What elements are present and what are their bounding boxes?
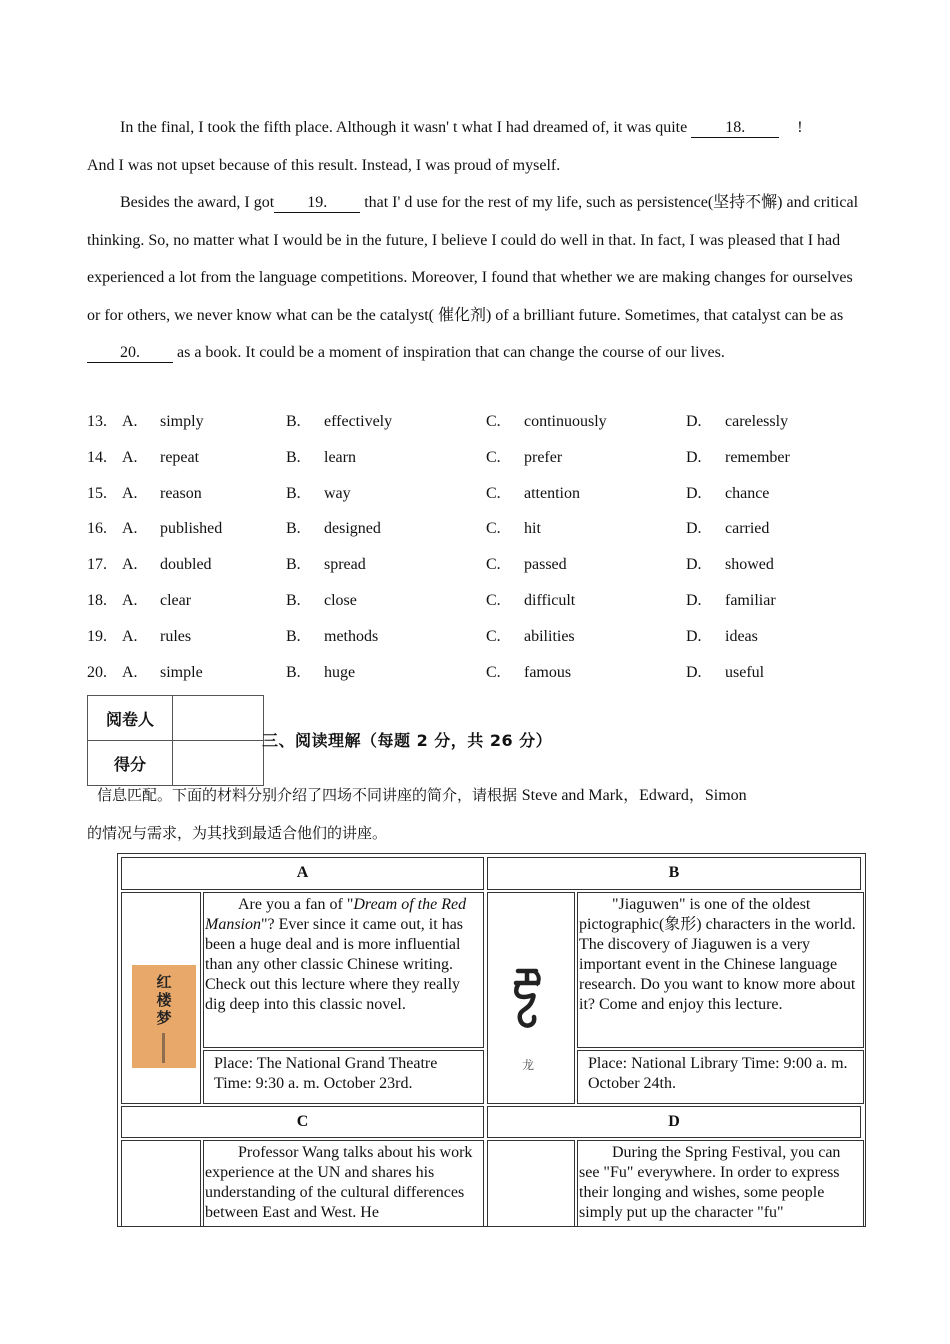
option-letter: B. <box>286 627 301 645</box>
question-number: 18. <box>87 591 107 609</box>
lecture-c-image-cell <box>121 1140 201 1227</box>
option-letter: B. <box>286 484 301 502</box>
option-row <box>87 440 867 476</box>
section-title: 三、阅读理解（每题 2 分，共 26 分） <box>262 731 553 750</box>
question-number: 20. <box>87 663 107 681</box>
option-letter: A. <box>122 556 138 574</box>
option-letter: A. <box>122 627 138 645</box>
option-letter: D. <box>686 448 702 466</box>
option-letter: B. <box>286 663 301 681</box>
option-letter: D. <box>686 484 702 502</box>
paragraph-1-end: And I was not upset because of this result. Instead, I was proud of myself. <box>87 156 561 174</box>
options-list <box>87 404 867 690</box>
paragraph-1 <box>87 109 867 147</box>
blank-19[interactable]: 19. <box>274 194 360 213</box>
lecture-d-description: During the Spring Festival, you can see "Fu" everywhere. In order to express their longing and wishes, some people simply put up the character "fu" <box>577 1140 864 1227</box>
option-letter: C. <box>486 627 501 645</box>
reviewer-field[interactable] <box>173 696 264 741</box>
option-d[interactable]: showed <box>725 556 774 574</box>
lecture-a-place: Place: The National Grand Theatre Time: 9:30 a. m. October 23rd. <box>203 1050 484 1104</box>
option-letter: A. <box>122 591 138 609</box>
option-letter: A. <box>122 448 138 466</box>
option-row <box>87 511 867 547</box>
option-a[interactable]: reason <box>160 484 202 502</box>
option-letter: B. <box>286 591 301 609</box>
jiaguwen-dragon-icon <box>510 961 550 1051</box>
option-letter: B. <box>286 413 301 430</box>
option-letter: B. <box>286 448 301 466</box>
option-letter: C. <box>486 520 501 538</box>
lecture-a-header: A <box>121 857 484 890</box>
question-number: 19. <box>87 627 107 645</box>
option-a[interactable]: rules <box>160 627 192 645</box>
reviewer-label: 阅卷人 <box>88 696 173 741</box>
option-letter: D. <box>686 627 702 645</box>
lecture-d-header: D <box>487 1106 861 1138</box>
option-a[interactable]: simple <box>160 663 203 681</box>
option-letter: C. <box>486 663 501 681</box>
option-d[interactable]: chance <box>725 484 770 502</box>
option-row <box>87 655 867 691</box>
question-number: 16. <box>87 520 107 538</box>
option-row <box>87 547 867 583</box>
option-c[interactable]: passed <box>524 556 567 574</box>
option-row <box>87 619 867 655</box>
passage-text: In the final, I took the fifth place. Although it wasn' t what I had dreamed of, it was quite <box>120 119 692 136</box>
lecture-a-text: "? Ever since it came out, it has been a huge deal and is more influential than any other classic Chinese writing. Check out this lecture where they really dig deep into this classic novel. <box>205 916 464 1013</box>
novel-title: Dream of the Red Mansion <box>205 896 467 933</box>
option-b[interactable]: spread <box>324 556 366 574</box>
option-letter: C. <box>486 591 501 609</box>
lecture-b-place: Place: National Library Time: 9:00 a. m. October 24th. <box>577 1050 864 1104</box>
option-a[interactable]: published <box>160 520 223 538</box>
option-letter: A. <box>122 484 138 502</box>
option-b[interactable]: close <box>324 591 357 609</box>
lecture-b-image-cell <box>487 892 575 1104</box>
option-c[interactable]: abilities <box>524 627 575 645</box>
option-d[interactable]: carelessly <box>725 413 789 430</box>
question-number: 15. <box>87 484 107 502</box>
option-d[interactable]: useful <box>725 663 765 681</box>
option-b[interactable]: way <box>324 484 351 502</box>
blank-18[interactable]: 18. <box>691 119 779 138</box>
option-b[interactable]: methods <box>324 627 379 645</box>
intro-text: 信息匹配。下面的材料分别介绍了四场不同讲座的简介，请根据 <box>97 786 522 804</box>
option-d[interactable]: carried <box>725 520 770 538</box>
option-letter: D. <box>686 591 702 609</box>
lecture-a-image-cell <box>121 892 201 1104</box>
option-b[interactable]: effectively <box>324 413 393 430</box>
score-label: 得分 <box>88 741 173 786</box>
question-number: 17. <box>87 556 107 574</box>
option-letter: D. <box>686 413 702 430</box>
section-intro <box>87 777 867 852</box>
option-d[interactable]: ideas <box>725 627 758 645</box>
lecture-d-image-cell <box>487 1140 575 1227</box>
book-title: 红楼梦 <box>156 973 172 1027</box>
lecture-a-description <box>203 892 484 1048</box>
option-a[interactable]: repeat <box>160 448 200 466</box>
option-letter: B. <box>286 556 301 574</box>
option-d[interactable]: remember <box>725 448 790 466</box>
intro-names: Steve and Mark，Edward，Simon <box>521 787 747 804</box>
passage-text: ! <box>793 119 803 136</box>
option-b[interactable]: huge <box>324 663 356 681</box>
lecture-a-text: Are you a fan of " <box>238 896 354 913</box>
option-letter: C. <box>486 556 501 574</box>
lecture-b-header: B <box>487 857 861 890</box>
lecture-c-header: C <box>121 1106 484 1138</box>
option-c[interactable]: continuously <box>524 413 607 430</box>
option-row <box>87 476 867 512</box>
option-c[interactable]: famous <box>524 663 572 681</box>
score-box <box>87 695 264 786</box>
option-row <box>87 583 867 619</box>
option-c[interactable]: hit <box>524 520 541 538</box>
option-letter: B. <box>286 520 301 538</box>
option-a[interactable]: clear <box>160 591 192 609</box>
option-letter: C. <box>486 484 501 502</box>
passage-text: as a book. It could be a moment of inspiration that can change the course of our lives. <box>173 344 725 361</box>
intro-text-2: 的情况与需求，为其找到最适合他们的讲座。 <box>87 823 388 842</box>
option-letter: D. <box>686 663 702 681</box>
option-letter: C. <box>486 448 501 466</box>
book-cover-image <box>132 965 196 1068</box>
lecture-c-description: Professor Wang talks about his work experience at the UN and shares his understanding of the cultural differences between East and West. He <box>203 1140 484 1227</box>
option-row <box>87 404 867 440</box>
option-letter: A. <box>122 413 138 430</box>
paragraph-2 <box>87 184 867 372</box>
question-number: 13. <box>87 413 107 430</box>
option-a[interactable]: doubled <box>160 556 212 574</box>
option-c[interactable]: difficult <box>524 591 576 609</box>
option-d[interactable]: familiar <box>725 591 776 609</box>
option-letter: D. <box>686 520 702 538</box>
character-caption: 龙 <box>522 1058 535 1072</box>
question-number: 14. <box>87 448 107 466</box>
option-letter: A. <box>122 520 138 538</box>
passage-text: that I' d use for the rest of my life, such as persistence(坚持不懈) and critical thinking. So, no matter what I would be in the future, I believe I could do well in that. In fact, I was pleased that I had experienced a lot from the language competitions. Moreover, I found that whether we are making changes for ourselves or for others, we never know what can be the catalyst( 催化剂) of a brilliant future. Sometimes, that catalyst can be as <box>87 194 859 324</box>
option-c[interactable]: prefer <box>524 448 563 466</box>
passage-text: Besides the award, I got <box>120 194 275 211</box>
option-letter: A. <box>122 663 138 681</box>
option-letter: D. <box>686 556 702 574</box>
option-c[interactable]: attention <box>524 484 580 502</box>
lecture-b-description: "Jiaguwen" is one of the oldest pictographic(象形) characters in the world. The discovery of Jiaguwen is a very important event in the Chinese language research. Do you want to know more about it? Come and enjoy this lecture. <box>577 892 864 1048</box>
blank-20[interactable]: 20. <box>87 344 173 363</box>
option-a[interactable]: simply <box>160 413 204 430</box>
passage <box>87 109 867 372</box>
option-letter: C. <box>486 413 501 430</box>
lecture-table <box>117 853 866 1227</box>
option-b[interactable]: designed <box>324 520 381 538</box>
option-b[interactable]: learn <box>324 448 356 466</box>
